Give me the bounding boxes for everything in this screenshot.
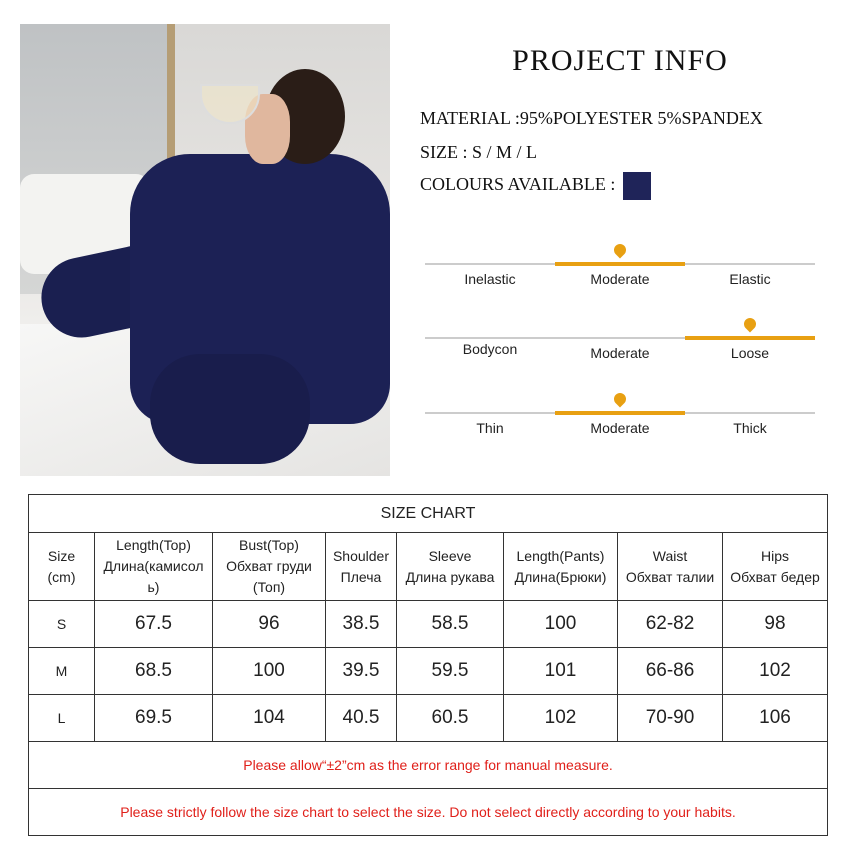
column-header [213, 533, 326, 601]
table-cell: 104 [213, 695, 326, 742]
column-header-line: Sleeve [428, 547, 472, 564]
column-header [618, 533, 723, 601]
table-cell: L [29, 695, 95, 742]
table-cell: 70-90 [618, 695, 723, 742]
scale-label: Thin [476, 420, 504, 436]
table-cell: S [29, 601, 95, 648]
column-header-line: Обхват бедер [730, 568, 820, 585]
column-header [326, 533, 397, 601]
scale-highlight [685, 336, 815, 340]
table-cell: 98 [723, 601, 828, 648]
table-cell: 101 [504, 648, 618, 695]
attribute-scale [425, 412, 815, 452]
table-cell: 62-82 [618, 601, 723, 648]
size-chart-title: SIZE CHART [29, 495, 828, 533]
attribute-scale [425, 263, 815, 303]
column-header [29, 533, 95, 601]
table-cell: 67.5 [95, 601, 213, 648]
table-cell: 40.5 [326, 695, 397, 742]
error-range-note: Please allow“±2”cm as the error range for manual measure. [29, 742, 828, 789]
table-row [29, 601, 828, 648]
table-row [29, 648, 828, 695]
attribute-scale [425, 337, 815, 377]
table-cell: 68.5 [95, 648, 213, 695]
table-cell: 38.5 [326, 601, 397, 648]
column-header-line: Длина(камисол [103, 558, 204, 574]
table-cell: 39.5 [326, 648, 397, 695]
scale-label: Moderate [590, 271, 650, 287]
column-header-line: Shoulder [332, 547, 390, 564]
table-cell: 100 [213, 648, 326, 695]
scale-label: Thick [733, 420, 767, 436]
column-header-line: (cm) [47, 568, 76, 585]
table-cell: 60.5 [397, 695, 504, 742]
table-cell: 66-86 [618, 648, 723, 695]
table-cell: 96 [213, 601, 326, 648]
scale-label: Moderate [590, 345, 650, 361]
column-header-line: Hips [760, 547, 789, 564]
material-text: MATERIAL :95%POLYESTER 5%SPANDEX [420, 108, 763, 128]
table-cell: 102 [504, 695, 618, 742]
column-header [397, 533, 504, 601]
column-header-line: Size [47, 547, 76, 564]
page-title: PROJECT INFO [512, 44, 728, 77]
size-text: SIZE : S / M / L [420, 142, 538, 162]
column-header-line: Длина(Брюки) [514, 568, 607, 585]
scale-label: Bodycon [462, 341, 518, 357]
column-header-line: Обхват талии [625, 568, 715, 585]
column-header [95, 533, 213, 601]
column-header-line: Длина рукава [405, 568, 495, 585]
scale-label: Elastic [729, 271, 771, 287]
column-header-line: Length(Top) [116, 537, 191, 553]
table-cell: 102 [723, 648, 828, 695]
column-header-line: Обхват груди [226, 558, 312, 574]
colours-label: COLOURS AVAILABLE : [420, 174, 616, 195]
column-header [723, 533, 828, 601]
column-header [504, 533, 618, 601]
table-cell: 106 [723, 695, 828, 742]
colour-swatch-navy [623, 172, 651, 200]
table-cell: 69.5 [95, 695, 213, 742]
product-photo [20, 24, 390, 476]
table-cell: 100 [504, 601, 618, 648]
table-cell: 59.5 [397, 648, 504, 695]
scale-highlight [555, 262, 685, 266]
table-header-row [29, 533, 828, 601]
scale-label: Moderate [590, 420, 650, 436]
column-header-line: Плеча [340, 568, 382, 585]
table-row [29, 695, 828, 742]
column-header-line: Bust(Top) [239, 537, 299, 553]
size-chart-table [28, 494, 828, 836]
column-header-line: ь) [147, 579, 160, 595]
table-cell: 58.5 [397, 601, 504, 648]
location-pin-icon [742, 316, 759, 333]
column-header-line: Waist [652, 547, 688, 564]
column-header-line: Length(Pants) [516, 547, 605, 564]
scale-highlight [555, 411, 685, 415]
column-header-line: (Топ) [252, 579, 286, 595]
location-pin-icon [612, 242, 629, 259]
scale-label: Loose [730, 345, 770, 361]
scale-label: Inelastic [464, 271, 516, 287]
location-pin-icon [612, 391, 629, 408]
table-cell: M [29, 648, 95, 695]
size-selection-note: Please strictly follow the size chart to select the size. Do not select directly according to your habits. [29, 789, 828, 836]
colours-row [420, 172, 651, 200]
